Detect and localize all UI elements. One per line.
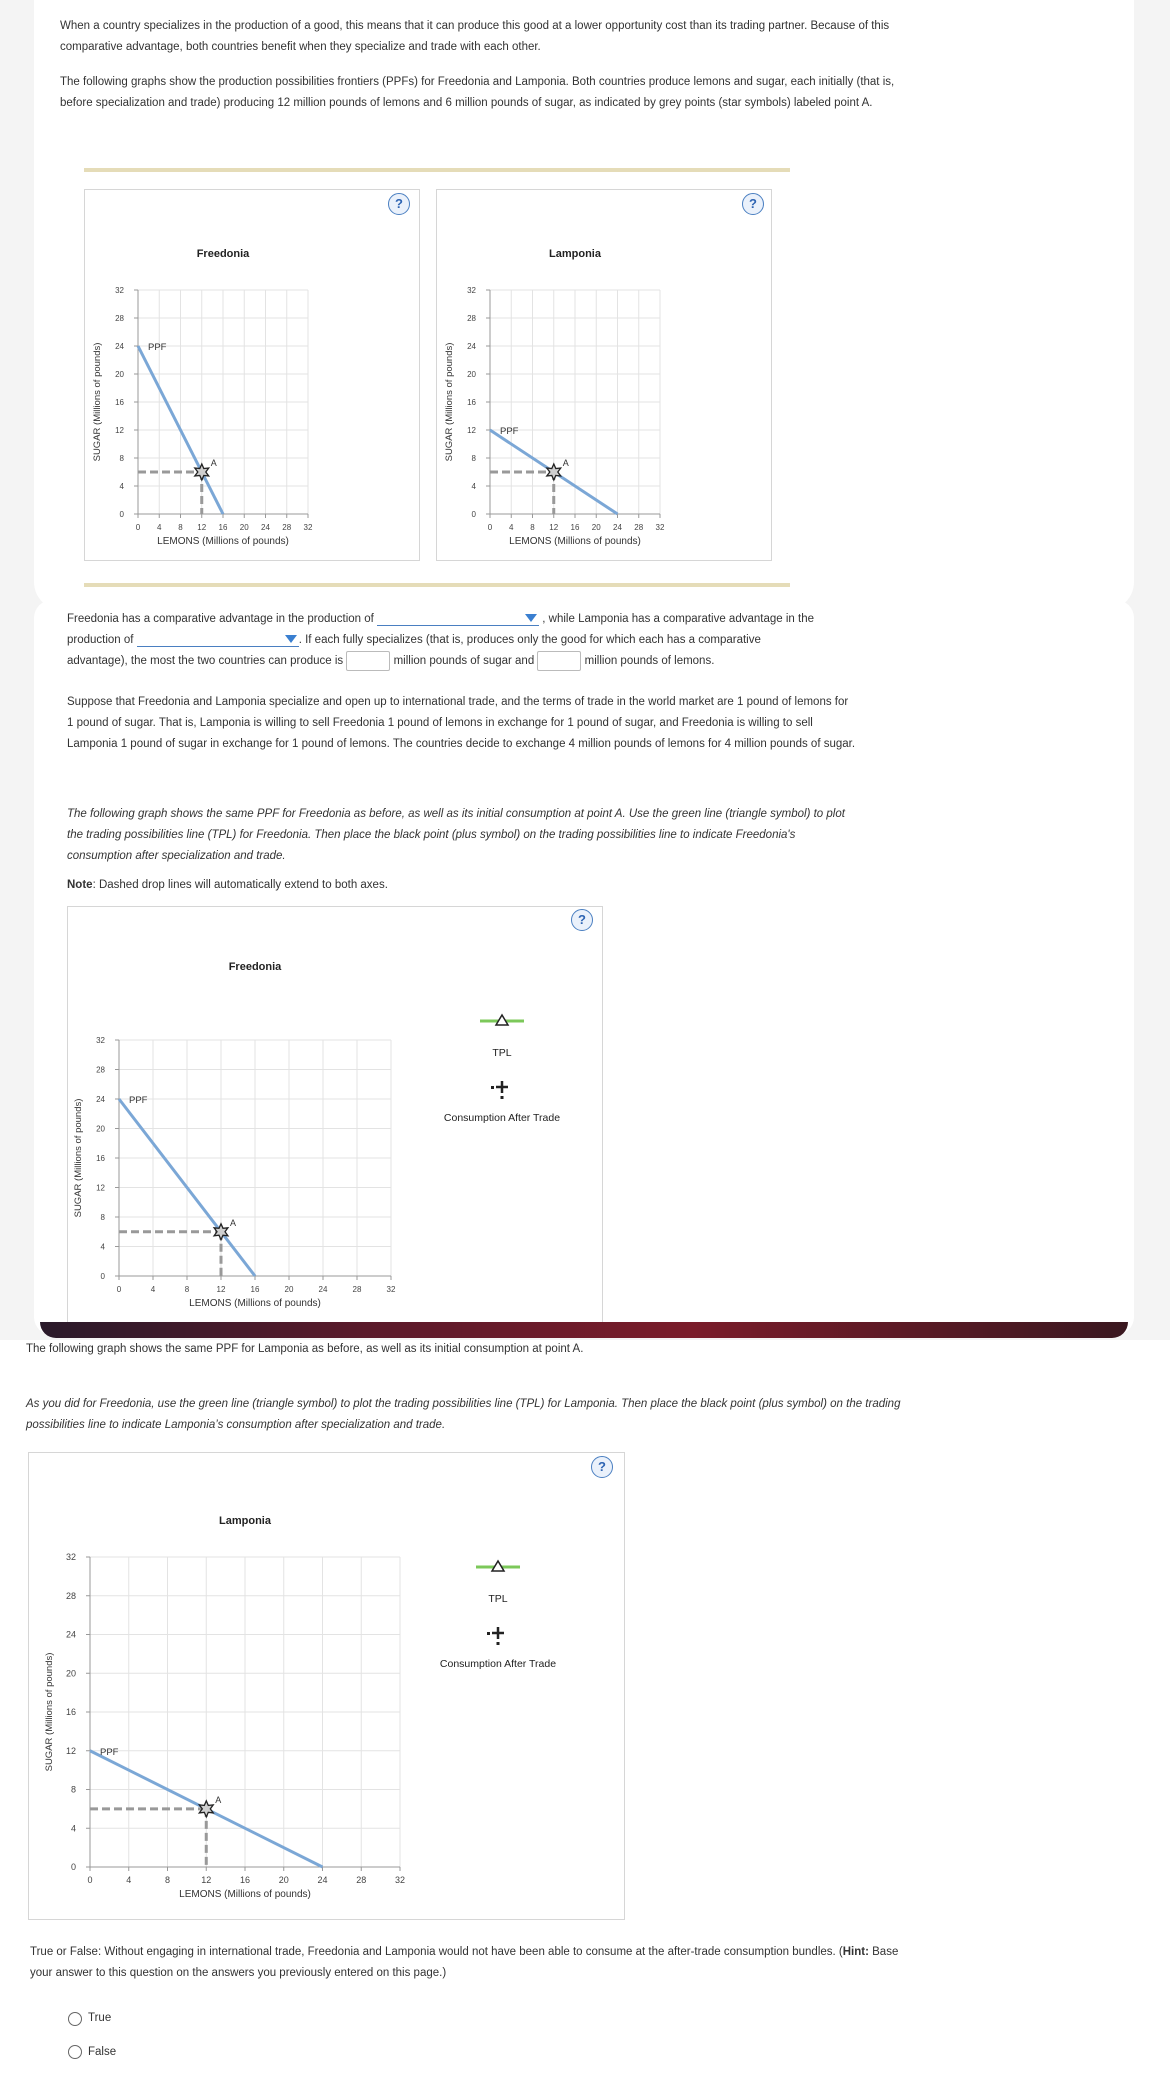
point-a-label: A	[562, 458, 569, 468]
x-tick-label: 28	[352, 1285, 362, 1294]
plus-icon[interactable]	[496, 1081, 508, 1093]
y-axis-label: SUGAR (Millions of pounds)	[44, 1652, 55, 1772]
freedonia-tpl-chart[interactable]	[67, 906, 601, 1326]
chart-title: Lamponia	[219, 1515, 271, 1527]
y-tick-label: 32	[65, 1552, 76, 1562]
x-tick-label: 32	[655, 523, 665, 532]
x-axis-label: LEMONS (Millions of pounds)	[157, 536, 289, 547]
y-tick-label: 20	[96, 1124, 105, 1134]
point-a-label: A	[215, 1794, 222, 1805]
x-tick-label: 12	[549, 523, 559, 532]
lamponia-intro: The following graph shows the same PPF for Lamponia as before, as well as its initial consumption at point A.	[26, 1343, 584, 1355]
x-tick-label: 20	[284, 1285, 294, 1294]
x-tick-label: 24	[261, 523, 270, 532]
y-tick-label: 0	[471, 510, 476, 519]
q1-text-6: million pounds of sugar and	[393, 655, 535, 668]
x-tick-label: 16	[250, 1285, 260, 1294]
x-tick-label: 8	[164, 1875, 171, 1885]
consumption-legend-label: Consumption After Trade	[439, 1658, 557, 1670]
point-a-label: A	[210, 458, 217, 468]
y-tick-label: 28	[65, 1590, 76, 1601]
intro-paragraph-1: When a country specializes in the production of a good, this means that it can produce this good at a lower opportunity cost than its trading partner. Because of this comparative advantage, both countries benefit when they specialize and trade with each other.	[60, 20, 890, 53]
y-tick-label: 28	[115, 314, 124, 323]
point-a-star-icon	[195, 464, 209, 480]
ppf-label: PPF	[500, 426, 519, 437]
x-axis-label: LEMONS (Millions of pounds)	[189, 1298, 321, 1309]
intro-paragraph-2: The following graphs show the production possibilities frontiers (PPFs) for Freedonia and Lamponia. Both countries produce lemons and sugar, each initially (that is, before specialization and trade) producing 12 million pounds of lemons and 6 million pounds of sugar, as indicated by grey points (star symbols) labeled point A.	[60, 76, 895, 109]
freedonia-instructions: The following graph shows the same PPF for Freedonia as before, as well as its initial consumption at point A. Use the green line (triangle symbol) to plot the trading possibilities line (TPL) for Freedonia. Then place the black point (plus symbol) on the trading possibilities line to indicate Freedonia's consumption after specialization and trade.	[67, 808, 845, 862]
tf-question-text: True or False: Without engaging in international trade, Freedonia and Lamponia would not have been able to consume at the after-trade consumption bundles. (	[30, 1946, 843, 1958]
terms-of-trade-paragraph: Suppose that Freedonia and Lamponia specialize and open up to international trade, and the terms of trade in the world market are 1 pound of lemons for 1 pound of sugar. That is, Lamponia is willing to sell Freedonia 1 pound of lemons in exchange for 1 pound of sugar, and Freedonia is willing to sell Lamponia 1 pound of sugar in exchange for 1 pound of lemons. The countries decide to exchange 4 million pounds of lemons for 4 million pounds of sugar.	[67, 696, 856, 750]
x-tick-label: 28	[634, 523, 644, 532]
y-tick-label: 20	[467, 370, 476, 379]
y-tick-label: 20	[65, 1668, 76, 1679]
x-tick-label: 28	[282, 523, 292, 532]
ppf-label: PPF	[129, 1095, 148, 1106]
y-tick-label: 0	[70, 1862, 76, 1872]
note-label: Note	[67, 879, 93, 891]
x-tick-label: 8	[530, 523, 535, 532]
x-tick-label: 12	[197, 523, 207, 532]
point-a-star-icon	[547, 464, 561, 480]
freedonia-good-dropdown[interactable]	[377, 611, 539, 626]
point-a-label: A	[230, 1217, 237, 1228]
ppf-label: PPF	[100, 1746, 119, 1758]
y-tick-label: 4	[70, 1823, 76, 1834]
y-tick-label: 4	[100, 1242, 105, 1252]
x-tick-label: 20	[239, 523, 249, 532]
y-tick-label: 8	[100, 1213, 105, 1222]
y-tick-label: 16	[115, 398, 124, 407]
x-tick-label: 12	[201, 1875, 212, 1885]
q1-text-2: , while Lamponia has a comparative advantage in the	[542, 613, 814, 625]
help-icon[interactable]: ?	[742, 193, 764, 215]
x-tick-label: 32	[386, 1285, 396, 1294]
note-text	[67, 875, 667, 896]
x-tick-label: 8	[178, 523, 183, 532]
false-radio[interactable]	[68, 2045, 82, 2059]
tpl-legend-label: TPL	[488, 1593, 508, 1605]
lemons-total-input[interactable]	[537, 651, 581, 671]
y-tick-label: 32	[115, 286, 124, 295]
divider-bottom	[84, 583, 790, 587]
y-tick-label: 24	[115, 342, 124, 351]
q1-text-3: production of	[67, 634, 134, 646]
plus-icon[interactable]	[492, 1627, 504, 1639]
y-tick-label: 16	[65, 1707, 76, 1717]
x-tick-label: 4	[509, 523, 514, 532]
y-tick-label: 16	[96, 1154, 105, 1163]
x-tick-label: 16	[570, 523, 580, 532]
section-divider-banner	[40, 1322, 1128, 1338]
y-tick-label: 4	[471, 482, 476, 491]
plus-tool-dot	[487, 1632, 490, 1635]
x-tick-label: 20	[278, 1875, 289, 1885]
x-tick-label: 0	[487, 523, 493, 532]
plus-tool-dot	[501, 1096, 504, 1099]
y-axis-label: SUGAR (Millions of pounds)	[73, 1098, 84, 1218]
y-tick-label: 12	[115, 426, 124, 435]
y-tick-label: 8	[70, 1784, 76, 1795]
y-tick-label: 0	[119, 510, 124, 519]
chart-title: Freedonia	[228, 961, 282, 973]
y-tick-label: 20	[115, 370, 124, 379]
y-tick-label: 24	[65, 1629, 76, 1640]
freedonia-ppf-chart	[84, 189, 418, 559]
help-icon[interactable]: ?	[388, 193, 410, 215]
chart-title: Lamponia	[549, 248, 601, 260]
x-tick-label: 12	[216, 1285, 226, 1294]
y-tick-label: 12	[467, 426, 476, 435]
x-tick-label: 4	[157, 523, 162, 532]
x-tick-label: 32	[394, 1875, 406, 1885]
x-tick-label: 0	[135, 523, 141, 532]
y-tick-label: 24	[96, 1095, 105, 1104]
true-radio[interactable]	[68, 2012, 82, 2026]
true-label: True	[88, 2012, 112, 2024]
sugar-total-input[interactable]	[346, 651, 390, 671]
plus-tool-dot	[497, 1642, 500, 1645]
divider-top	[84, 168, 790, 172]
y-tick-label: 28	[467, 314, 476, 323]
x-tick-label: 4	[126, 1875, 132, 1885]
x-tick-label: 24	[613, 523, 622, 532]
lamponia-ppf-chart	[436, 189, 770, 559]
note-body: : Dashed drop lines will automatically extend to both axes.	[92, 879, 388, 891]
x-tick-label: 24	[317, 1875, 328, 1885]
consumption-legend-label: Consumption After Trade	[443, 1112, 561, 1124]
lamponia-tpl-chart[interactable]	[28, 1452, 623, 1918]
y-tick-label: 24	[467, 342, 476, 351]
y-tick-label: 32	[96, 1036, 105, 1045]
y-axis-label: SUGAR (Millions of pounds)	[444, 342, 455, 462]
y-tick-label: 32	[467, 286, 476, 295]
plus-tool-dot	[491, 1086, 494, 1089]
x-axis-label: LEMONS (Millions of pounds)	[509, 536, 641, 547]
comparative-advantage-question	[67, 609, 887, 672]
x-tick-label: 20	[591, 523, 601, 532]
x-tick-label: 16	[218, 523, 228, 532]
x-tick-label: 32	[303, 523, 313, 532]
false-label: False	[88, 2046, 117, 2058]
x-tick-label: 4	[150, 1285, 156, 1294]
y-tick-label: 28	[96, 1065, 105, 1075]
lamponia-instructions: As you did for Freedonia, use the green line (triangle symbol) to plot the trading possibilities line (TPL) for Lamponia. Then place the black point (plus symbol) on the trading possibilities line to indicate Lamponia’s consumption after specialization and trade.	[26, 1398, 901, 1431]
y-tick-label: 4	[119, 482, 124, 491]
hint-label: Hint:	[842, 1946, 869, 1958]
tpl-legend-label: TPL	[492, 1047, 512, 1059]
x-axis-label: LEMONS (Millions of pounds)	[179, 1889, 311, 1900]
x-tick-label: 16	[239, 1875, 251, 1885]
chevron-down-icon	[525, 614, 537, 622]
ppf-label: PPF	[148, 342, 167, 353]
x-tick-label: 28	[356, 1875, 367, 1885]
x-tick-label: 0	[116, 1285, 122, 1294]
q1-text-4: . If each fully specializes (that is, produces only the good for which each has a comparative	[298, 634, 761, 646]
lamponia-good-dropdown[interactable]	[137, 632, 299, 647]
y-axis-label: SUGAR (Millions of pounds)	[92, 342, 103, 462]
q1-text-1: Freedonia has a comparative advantage in the production of	[67, 613, 374, 625]
true-false-question	[30, 1942, 910, 1984]
y-tick-label: 12	[96, 1183, 105, 1193]
q1-text-7: million pounds of lemons.	[584, 655, 715, 668]
help-icon[interactable]: ?	[591, 1456, 613, 1478]
x-tick-label: 8	[184, 1285, 190, 1294]
hint-text: Base your answer to this question on the answers you previously entered on this page.)	[30, 1946, 899, 1979]
y-tick-label: 8	[471, 454, 476, 463]
x-tick-label: 0	[87, 1875, 93, 1885]
y-tick-label: 12	[65, 1745, 76, 1756]
help-icon[interactable]: ?	[571, 909, 593, 931]
chart-title: Freedonia	[196, 248, 250, 260]
y-tick-label: 16	[467, 398, 476, 407]
y-tick-label: 8	[119, 454, 124, 463]
y-tick-label: 0	[100, 1272, 105, 1281]
chevron-down-icon	[285, 635, 297, 643]
q1-text-5: advantage), the most the two countries can produce is	[67, 655, 344, 668]
x-tick-label: 24	[318, 1285, 328, 1294]
